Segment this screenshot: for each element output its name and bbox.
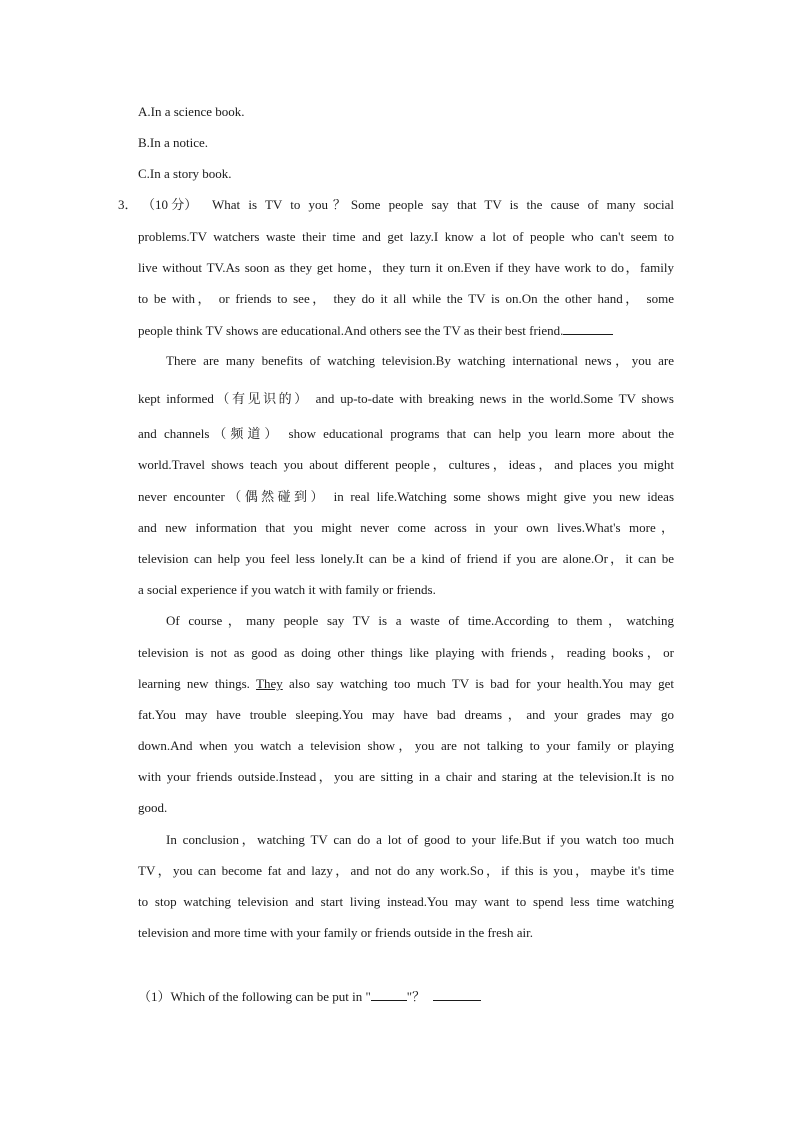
paragraph-line: television and more time with your family or friends outside in the fresh air. <box>138 925 533 940</box>
underlined-word: They <box>256 676 283 691</box>
subquestion-1 <box>138 988 481 1005</box>
paragraph-line: There are many benefits of watching television.By watching international news，you are <box>166 353 674 368</box>
paragraph-line: never encounter（偶然碰到） in real life.Watching some shows might give you new ideas <box>138 489 674 504</box>
paragraph-line: to stop watching television and start living instead.You may want to spend less time watching <box>138 894 674 909</box>
paragraph-line: and channels（频道） show educational programs that can help you learn more about the <box>138 426 674 441</box>
line-text: also say watching too much TV is bad for your health.You may get <box>282 676 674 691</box>
paragraph-line: fat.You may have trouble sleeping.You may have bad dreams，and your grades may go <box>138 707 674 722</box>
intro-line: live without TV.As soon as they get home，they turn it on.Even if they have work to do，family <box>138 260 674 275</box>
subquestion-text: （1）Which of the following can be put in " <box>138 989 371 1004</box>
intro-line: What is TV to you？Some people say that TV is the cause of many social <box>212 197 674 212</box>
paragraph-line: and new information that you might never come across in your own lives.What's more， <box>138 520 674 535</box>
paragraph-line: Of course，many people say TV is a waste of time.According to them，watching <box>166 613 675 628</box>
paragraph-line: In conclusion，watching TV can do a lot of good to your life.But if you watch too much <box>166 832 674 847</box>
paragraph-line <box>138 676 674 692</box>
paragraph-line: television can help you feel less lonely.It can be a kind of friend if you are alone.Or，it can be <box>138 551 674 566</box>
intro-line-text: people think TV shows are educational.And others see the TV as their best friend. <box>138 323 564 338</box>
paragraph-line: TV，you can become fat and lazy，and not do any work.So，if this is you，maybe it's time <box>138 863 674 878</box>
intro-line <box>138 322 613 339</box>
paragraph-line: down.And when you watch a television show，you are not talking to your family or playing <box>138 738 674 753</box>
answer-blank[interactable] <box>563 322 613 335</box>
question-number: 3． <box>118 197 138 212</box>
intro-line: problems.TV watchers waste their time and get lazy.I know a lot of people who can't seem to <box>138 229 674 244</box>
intro-line: to be with， or friends to see， they do it all while the TV is on.On the other hand， some <box>138 291 674 306</box>
line-text: learning new things. <box>138 676 257 691</box>
paragraph-line: with your friends outside.Instead，you are sitting in a chair and staring at the television.It is no <box>138 769 674 784</box>
option-b: B.In a notice. <box>138 135 209 150</box>
quote-blank <box>371 988 407 1001</box>
paragraph-line: television is not as good as doing other things like playing with friends，reading books，or <box>138 645 674 660</box>
paragraph-line: good. <box>138 800 168 815</box>
answer-blank[interactable] <box>433 988 481 1001</box>
paragraph-line: a social experience if you watch it with family or friends. <box>138 582 436 597</box>
paragraph-line: world.Travel shows teach you about different people，cultures，ideas，and places you might <box>138 457 674 472</box>
subquestion-text: "？ <box>406 989 426 1004</box>
option-a: A.In a science book. <box>138 104 245 119</box>
paragraph-line: kept informed（有见识的） and up-to-date with breaking news in the world.Some TV shows <box>138 391 674 406</box>
question-score: （10 分） <box>142 197 198 212</box>
option-c: C.In a story book. <box>138 166 232 181</box>
